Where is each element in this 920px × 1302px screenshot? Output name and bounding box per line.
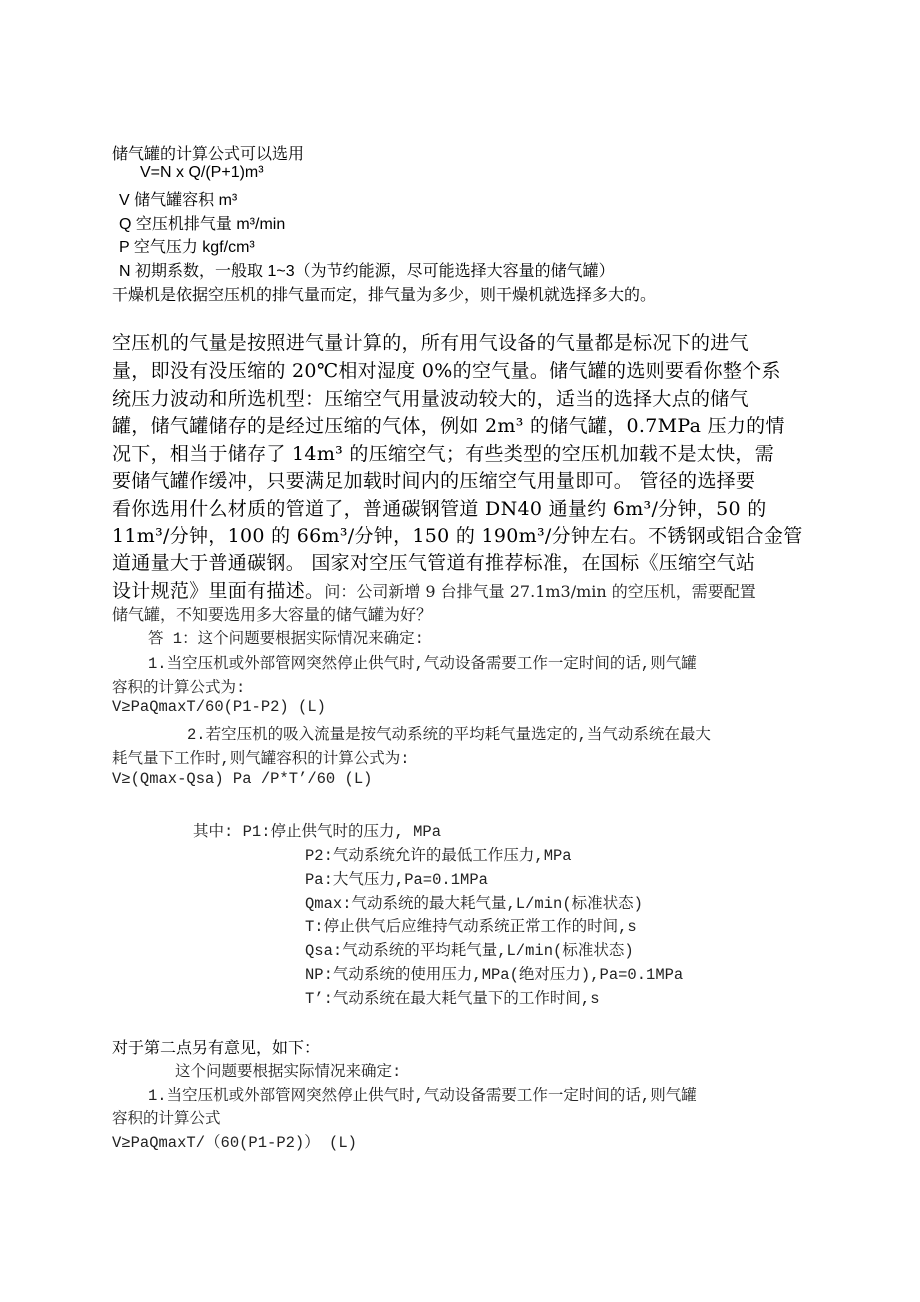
para-line-6: 要储气罐作缓冲，只要满足加载时间内的压缩空气用量即可。 管径的选择要 bbox=[112, 470, 756, 492]
answer-1-point-1a: 1.当空压机或外部管网突然停止供气时,气动设备需要工作一定时间的话,则气罐 bbox=[148, 655, 697, 673]
v-definition: V 储气罐容积 m³ bbox=[119, 192, 238, 209]
answer-1-point-2b: 耗气量下工作时,则气罐容积的计算公式为: bbox=[112, 750, 410, 768]
p-definition: P 空气压力 kgf/cm³ bbox=[119, 239, 255, 256]
where-item-qmax: Qmax:气动系统的最大耗气量,L/min(标准状态) bbox=[305, 895, 643, 913]
where-item-p2: P2:气动系统允许的最低工作压力,MPa bbox=[305, 847, 572, 865]
n-definition: N 初期系数，一般取 1~3（为节约能源，尽可能选择大容量的储气罐） bbox=[119, 263, 615, 280]
para-line-8: 11m³/分钟，100 的 66m³/分钟，150 的 190m³/分钟左右。不锈钢或铝合金管 bbox=[112, 525, 803, 547]
para-line-3: 统压力波动和所选机型：压缩空气用量波动较大的，适当的选择大点的储气 bbox=[112, 388, 749, 410]
formula-2: V≥(Qmax-Qsa) Pa /P*T’/60 (L) bbox=[112, 770, 373, 788]
where-item-pa: Pa:大气压力,Pa=0.1MPa bbox=[305, 871, 488, 889]
section1-title: 储气罐的计算公式可以选用 bbox=[112, 144, 305, 163]
question-line-1: 问：公司新增 9 台排气量 27.1m3/min 的空压机，需要配置 bbox=[324, 582, 756, 601]
where-item-qsa: Qsa:气动系统的平均耗气量,L/min(标准状态) bbox=[305, 942, 634, 960]
answer-1-point-2a: 2.若空压机的吸入流量是按气动系统的平均耗气量选定的,当气动系统在最大 bbox=[187, 726, 711, 744]
opinion-subtitle: 这个问题要根据实际情况来确定: bbox=[175, 1063, 402, 1081]
dryer-note: 干燥机是依据空压机的排气量而定，排气量为多少，则干燥机就选择多大的。 bbox=[112, 285, 657, 304]
opinion-heading: 对于第二点另有意见，如下： bbox=[112, 1038, 321, 1057]
formula-1: V≥PaQmaxT/60(P1-P2) (L) bbox=[112, 698, 326, 716]
where-item-t: T:停止供气后应维持气动系统正常工作的时间,s bbox=[305, 918, 637, 936]
section1-formula: V=N x Q/(P+1)m³ bbox=[140, 164, 264, 181]
where-item-np: NP:气动系统的使用压力,MPa(绝对压力),Pa=0.1MPa bbox=[305, 966, 684, 984]
para-line-4: 罐，储气罐储存的是经过压缩的气体，例如 2m³ 的储气罐，0.7MPa 压力的情 bbox=[112, 415, 785, 437]
opinion-point-1a: 1.当空压机或外部管网突然停止供气时,气动设备需要工作一定时间的话,则气罐 bbox=[148, 1087, 697, 1105]
q-definition: Q 空压机排气量 m³/min bbox=[119, 216, 286, 233]
para-line-9: 道通量大于普通碳钢。 国家对空压气管道有推荐标准，在国标《压缩空气站 bbox=[112, 552, 756, 574]
para-line-1: 空压机的气量是按照进气量计算的，所有用气设备的气量都是标况下的进气 bbox=[112, 332, 749, 354]
opinion-point-1b: 容积的计算公式 bbox=[112, 1110, 221, 1128]
para-line-10-text: 设计规范》里面有描述。 bbox=[112, 580, 325, 602]
answer-1-point-1b: 容积的计算公式为: bbox=[112, 679, 246, 697]
para-line-2: 量，即没有没压缩的 20℃相对湿度 0%的空气量。储气罐的选则要看你整个系 bbox=[112, 360, 781, 382]
answer-1-title: 答 1：这个问题要根据实际情况来确定: bbox=[148, 630, 424, 648]
para-line-5: 况下，相当于储存了 14m³ 的压缩空气；有些类型的空压机加载不是太快，需 bbox=[112, 443, 774, 465]
where-item-t-prime: T’:气动系统在最大耗气量下的工作时间,s bbox=[305, 990, 600, 1008]
para-line-7: 看你选用什么材质的管道了，普通碳钢管道 DN40 通量约 6m³/分钟，50 的 bbox=[112, 498, 767, 520]
opinion-formula: V≥PaQmaxT/（60(P1-P2)） (L) bbox=[112, 1134, 357, 1152]
para-line-10 bbox=[112, 576, 756, 603]
where-lead: 其中: P1:停止供气时的压力, MPa bbox=[193, 823, 442, 841]
question-line-2: 储气罐，不知要选用多大容量的储气罐为好？ bbox=[112, 605, 433, 624]
